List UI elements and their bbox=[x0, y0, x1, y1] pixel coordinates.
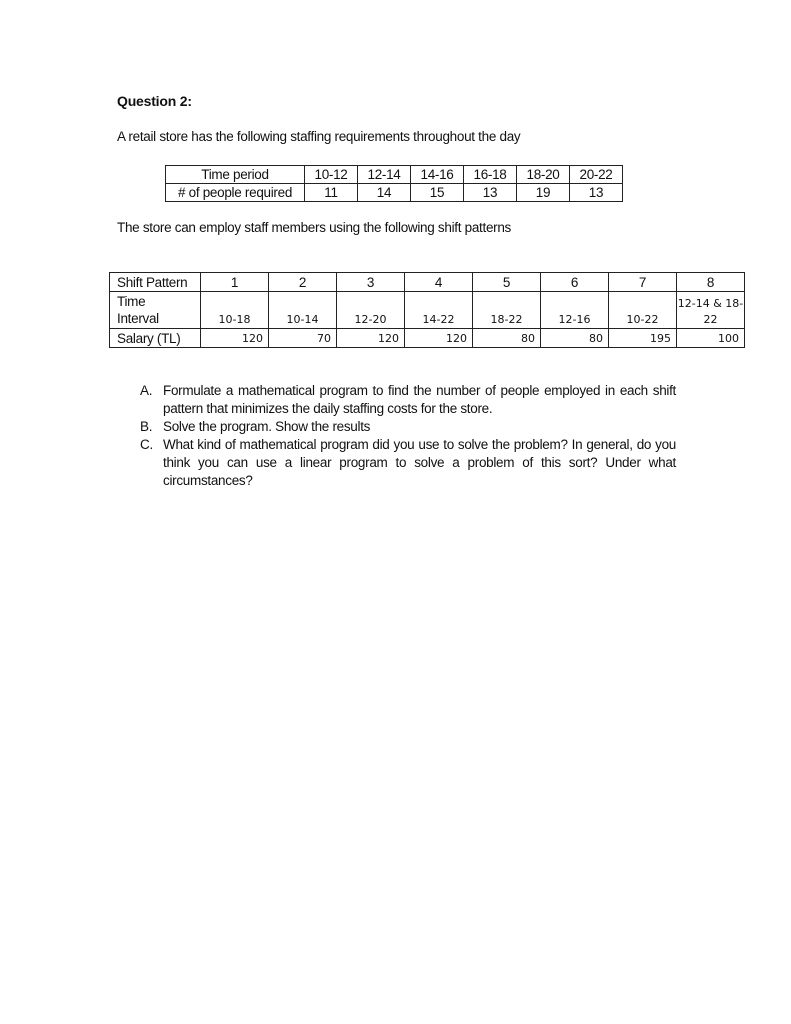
item-letter: A. bbox=[140, 383, 153, 398]
period-cell: 20-22 bbox=[570, 166, 623, 184]
table-row bbox=[110, 329, 745, 348]
pattern-number-cell: 4 bbox=[405, 273, 473, 292]
pattern-number-cell: 1 bbox=[201, 273, 269, 292]
pattern-number-cell: 7 bbox=[609, 273, 677, 292]
salary-cell: 100 bbox=[677, 329, 745, 348]
period-cell: 16-18 bbox=[464, 166, 517, 184]
pattern-number-cell: 5 bbox=[473, 273, 541, 292]
pattern-number-cell: 3 bbox=[337, 273, 405, 292]
required-cell: 13 bbox=[570, 184, 623, 202]
question-heading: Question 2: bbox=[117, 93, 192, 109]
salary-cell: 120 bbox=[201, 329, 269, 348]
salary-cell: 80 bbox=[541, 329, 609, 348]
pattern-number-cell: 8 bbox=[677, 273, 745, 292]
table-row bbox=[166, 184, 623, 202]
time-interval-label bbox=[110, 292, 201, 329]
staffing-requirements-table bbox=[165, 165, 623, 202]
interval-cell: 14-22 bbox=[405, 292, 473, 329]
period-cell: 12-14 bbox=[358, 166, 411, 184]
interval-cell: 10-14 bbox=[269, 292, 337, 329]
time-label-line1: Time bbox=[117, 294, 146, 309]
item-text: Solve the program. Show the results bbox=[163, 419, 371, 434]
item-letter: B. bbox=[140, 419, 153, 434]
required-cell: 19 bbox=[517, 184, 570, 202]
list-item bbox=[140, 382, 676, 418]
interval-cell: 12-16 bbox=[541, 292, 609, 329]
salary-cell: 120 bbox=[405, 329, 473, 348]
salary-cell: 120 bbox=[337, 329, 405, 348]
shift-intro-text: The store can employ staff members using the following shift patterns bbox=[117, 220, 512, 235]
item-text: What kind of mathematical program did you use to solve the problem? In general, do you think you can use a linear program to solve a problem of this sort? Under what circumstances? bbox=[163, 437, 676, 488]
shift-pattern-label: Shift Pattern bbox=[110, 273, 201, 292]
table-row bbox=[110, 292, 745, 329]
salary-cell: 195 bbox=[609, 329, 677, 348]
list-item bbox=[140, 436, 676, 490]
time-period-label: Time period bbox=[166, 166, 305, 184]
period-cell: 18-20 bbox=[517, 166, 570, 184]
interval-cell: 10-18 bbox=[201, 292, 269, 329]
interval-cell: 18-22 bbox=[473, 292, 541, 329]
intro-text: A retail store has the following staffing requirements throughout the day bbox=[117, 129, 521, 144]
salary-label: Salary (TL) bbox=[110, 329, 201, 348]
required-cell: 15 bbox=[411, 184, 464, 202]
required-cell: 14 bbox=[358, 184, 411, 202]
required-cell: 11 bbox=[305, 184, 358, 202]
pattern-number-cell: 6 bbox=[541, 273, 609, 292]
people-required-label: # of people required bbox=[166, 184, 305, 202]
time-label-line2: Interval bbox=[117, 311, 159, 326]
item-text: Formulate a mathematical program to find the number of people employed in each shift pattern that minimizes the daily staffing costs for the store. bbox=[163, 383, 676, 416]
item-letter: C. bbox=[140, 437, 153, 452]
shift-patterns-table bbox=[109, 272, 745, 348]
salary-cell: 80 bbox=[473, 329, 541, 348]
table-row bbox=[166, 166, 623, 184]
required-cell: 13 bbox=[464, 184, 517, 202]
period-cell: 10-12 bbox=[305, 166, 358, 184]
interval-cell: 12-14 & 18-22 bbox=[677, 292, 745, 329]
list-item bbox=[140, 418, 676, 436]
period-cell: 14-16 bbox=[411, 166, 464, 184]
interval-cell: 12-20 bbox=[337, 292, 405, 329]
interval-cell: 10-22 bbox=[609, 292, 677, 329]
question-list bbox=[140, 382, 676, 490]
salary-cell: 70 bbox=[269, 329, 337, 348]
table-row bbox=[110, 273, 745, 292]
pattern-number-cell: 2 bbox=[269, 273, 337, 292]
